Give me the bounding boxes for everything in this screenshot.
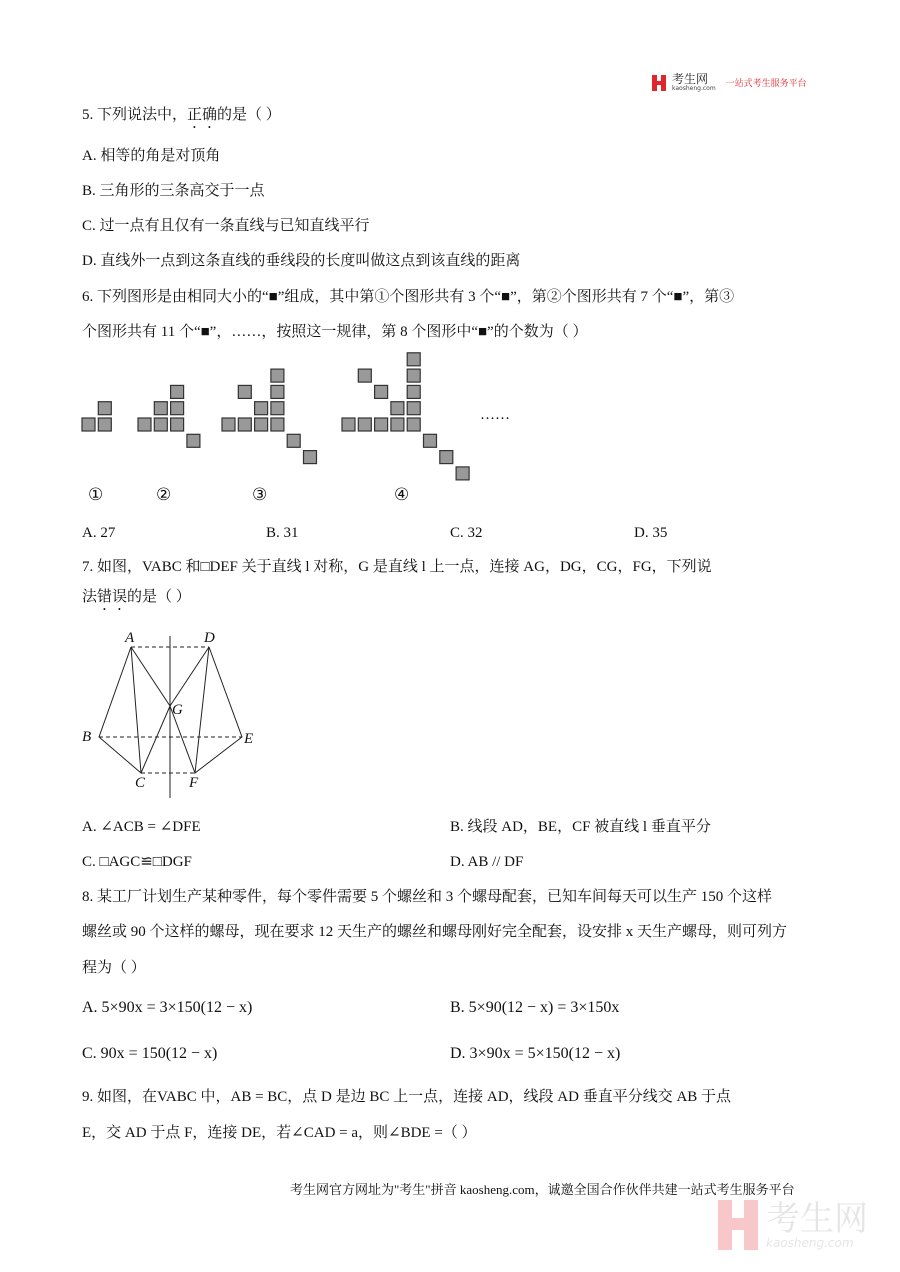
point-c-label: C [135, 775, 146, 791]
watermark-logo-icon [718, 1200, 758, 1250]
q6-option-d: D. 35 [634, 525, 668, 541]
pattern-ellipsis: …… [480, 407, 510, 423]
q6-option-a: A. 27 [82, 525, 116, 541]
figure-label-3: ③ [252, 485, 268, 504]
q8-stem-line1: 8. 某工厂计划生产某种零件，每个零件需要 5 个螺丝和 3 个螺母配套，已知车间每天可以生产 150 个这样 [82, 889, 773, 905]
q6-option-b: B. 31 [266, 525, 299, 541]
segment-ag [131, 647, 170, 706]
point-a-label: A [125, 630, 135, 646]
q7-stem-line1: 7. 如图，VABC 和□DEF 关于直线 l 对称，G 是直线 l 上一点，连接 AG，DG，CG，FG，下列说 [82, 559, 712, 575]
q5-option-b: B. 三角形的三条高交于一点 [82, 183, 265, 199]
q8-option-a: A. 5×90x = 3×150(12 − x) [82, 999, 253, 1016]
q6-stem-line1: 6. 下列图形是由相同大小的“■”组成，其中第①个图形共有 3 个“■”，第②个图形共有 7 个“■”，第③ [82, 289, 735, 305]
q7-option-b: B. 线段 AD，BE，CF 被直线 l 垂直平分 [450, 819, 711, 835]
q7-option-d: D. AB // DF [450, 854, 524, 870]
q6-stem-line2: 个图形共有 11 个“■”，……，按照这一规律，第 8 个图形中“■”的个数为（ ） [82, 324, 588, 340]
q8-option-d: D. 3×90x = 5×150(12 − x) [450, 1045, 621, 1062]
triangle-abc [99, 647, 141, 773]
q9-stem-line2: E，交 AD 于点 F，连接 DE，若∠CAD = a，则∠BDE =（ ） [82, 1125, 477, 1141]
q7-option-a: A. ∠ACB = ∠DFE [82, 819, 201, 835]
q5-option-c: C. 过一点有且仅有一条直线与已知直线平行 [82, 218, 370, 234]
q8-option-b: B. 5×90(12 − x) = 3×150x [450, 999, 620, 1016]
q5-option-a: A. 相等的角是对顶角 [82, 148, 221, 164]
q8-option-c: C. 90x = 150(12 − x) [82, 1045, 218, 1062]
logo-text: 考生网 kaosheng.com [672, 72, 716, 92]
point-e-label: E [244, 731, 254, 747]
q9-stem-line1: 9. 如图，在VABC 中，AB = BC，点 D 是边 BC 上一点，连接 AD，线段 AD 垂直平分线交 AB 于点 [82, 1089, 732, 1105]
watermark-logo [718, 1200, 868, 1250]
point-f-label: F [189, 775, 199, 791]
watermark-text: 考生网 kaosheng.com [766, 1199, 868, 1250]
q6-option-c: C. 32 [450, 525, 483, 541]
figure-label-1: ① [88, 485, 104, 504]
point-g-label: G [172, 702, 183, 718]
point-d-label: D [204, 630, 215, 646]
segment-cg [141, 706, 170, 773]
logo-slogan: 一站式考生服务平台 [725, 79, 807, 89]
footer-text: 考生网官方网址为"考生"拼音 kaosheng.com，诚邀全国合作伙伴共建一站式考生服务平台 [290, 1182, 795, 1197]
triangle-def [195, 647, 242, 773]
q8-stem-line3: 程为（ ） [82, 960, 146, 976]
q5-stem: 5. 下列说法中，正确的是（ ） [82, 107, 281, 123]
q5-option-d: D. 直线外一点到这条直线的垂线段的长度叫做这点到该直线的距离 [82, 253, 521, 269]
q7-option-c: C. □AGC≌□DGF [82, 854, 192, 870]
figure-label-2: ② [156, 485, 172, 504]
figure-label-4: ④ [394, 485, 410, 504]
q8-stem-line2: 螺丝或 90 个这样的螺母，现在要求 12 天生产的螺丝和螺母刚好完全配套，设安排 x 天生产螺母，则可列方 [82, 924, 788, 940]
q7-stem-line2: 法错误的是（ ） [82, 589, 191, 605]
point-b-label: B [82, 729, 92, 745]
